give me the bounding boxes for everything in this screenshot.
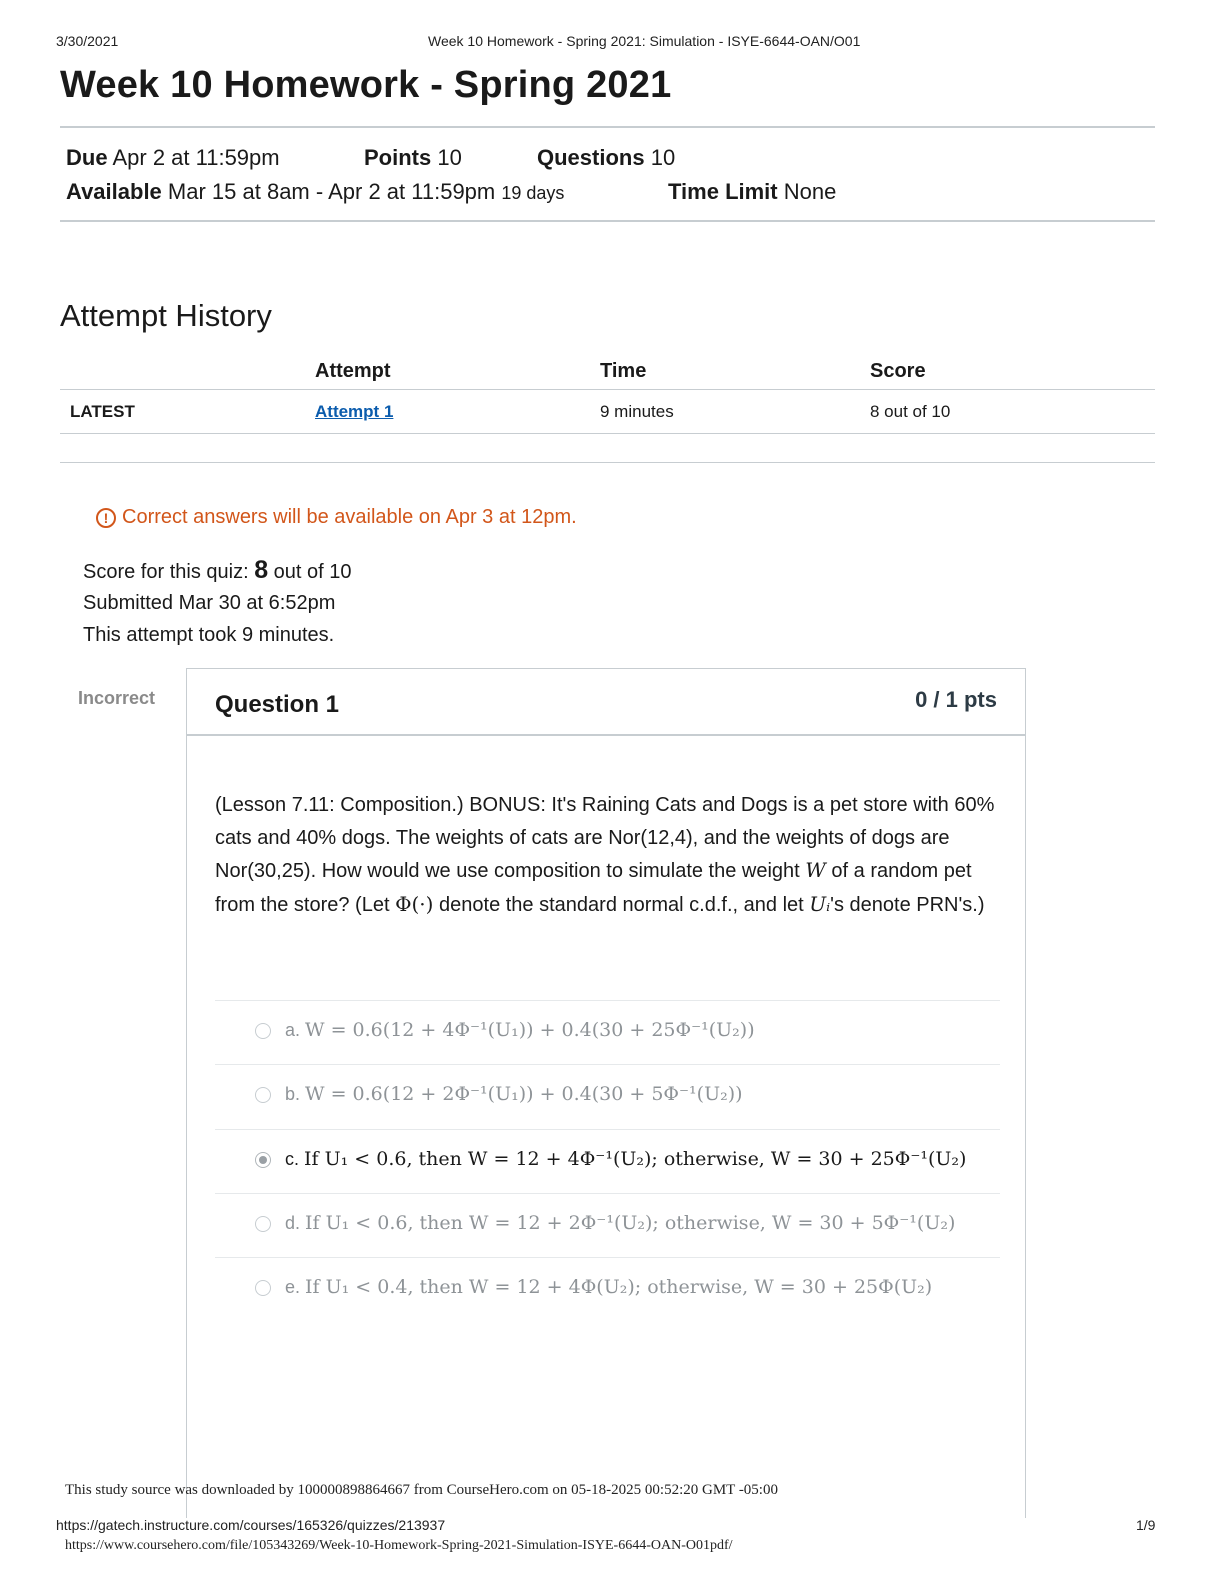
due-value: Apr 2 at 11:59pm [112, 145, 280, 170]
answer-option-c[interactable] [215, 1129, 1000, 1193]
score-suffix: out of 10 [273, 561, 352, 583]
answer-prefix: b. [285, 1084, 301, 1104]
math-phi: Φ(·) [395, 891, 434, 916]
answer-text: If U₁ < 0.6, then W = 12 + 4Φ⁻¹(U₂); otherwise, W = 30 + 25Φ⁻¹(U₂) [304, 1148, 967, 1170]
print-page-title: Week 10 Homework - Spring 2021: Simulation - ISYE-6644-OAN/O01 [428, 33, 861, 49]
question-text [215, 789, 1005, 921]
time-limit-label: Time Limit [668, 179, 778, 204]
submitted-line: Submitted Mar 30 at 6:52pm [83, 592, 336, 614]
points-value: 10 [437, 145, 462, 170]
info-circle-icon: ! [96, 508, 116, 528]
attempt-history-heading: Attempt History [60, 298, 272, 333]
score-value: 8 [254, 556, 269, 584]
question-text-part2: of a random pet from the store? (Let [215, 860, 972, 916]
due-info [66, 145, 280, 171]
question-points: 0 / 1 pts [915, 687, 997, 712]
radio-button[interactable] [255, 1087, 271, 1103]
answer-prefix: a. [285, 1020, 301, 1040]
answer-label [285, 1019, 755, 1041]
math-var-w: W [805, 858, 826, 882]
answer-label [285, 1148, 966, 1170]
answer-prefix: d. [285, 1213, 301, 1233]
available-value: Mar 15 at 8am - Apr 2 at 11:59pm [167, 179, 496, 204]
attempt-time: 9 minutes [600, 402, 674, 421]
quiz-score-line [83, 556, 352, 585]
divider [60, 126, 1155, 128]
due-label: Due [66, 145, 108, 170]
questions-label: Questions [537, 145, 645, 170]
duration-line: This attempt took 9 minutes. [83, 624, 335, 646]
download-source-note: This study source was downloaded by 100000898864667 from CourseHero.com on 05-18-2025 00:52:20 GMT -05:00 [65, 1482, 778, 1498]
math-var-ui: Uᵢ [809, 891, 831, 916]
page-number: 1/9 [1136, 1517, 1156, 1533]
print-url: https://gatech.instructure.com/courses/165326/quizzes/213937 [56, 1517, 446, 1533]
radio-button[interactable] [255, 1023, 271, 1039]
incorrect-tag: Incorrect [78, 688, 156, 708]
answer-label [285, 1276, 932, 1298]
questions-info [537, 145, 675, 171]
question-card [186, 668, 1026, 1518]
available-label: Available [66, 179, 162, 204]
answer-text: If U₁ < 0.4, then W = 12 + 4Φ(U₂); otherwise, W = 30 + 25Φ(U₂) [305, 1276, 933, 1298]
answer-option-d[interactable] [215, 1193, 1000, 1257]
answer-prefix: c. [285, 1149, 300, 1169]
score-prefix: Score for this quiz: [83, 561, 249, 583]
questions-value: 10 [650, 145, 676, 170]
time-limit-value: None [783, 179, 837, 204]
correct-answers-notice [96, 506, 577, 529]
table-row-divider [60, 433, 1155, 434]
column-header-attempt: Attempt [315, 360, 391, 382]
latest-tag: LATEST [70, 402, 135, 421]
answer-text: W = 0.6(12 + 2Φ⁻¹(U₁)) + 0.4(30 + 5Φ⁻¹(U₂)) [305, 1083, 743, 1105]
time-limit-info [668, 179, 836, 205]
radio-button[interactable] [255, 1216, 271, 1232]
question-text-part4: 's denote PRN's.) [830, 893, 985, 916]
answer-option-a[interactable] [215, 1000, 1000, 1064]
question-text-part1: (Lesson 7.11: Composition.) BONUS: It's Raining Cats and Dogs is a pet store with 60% cats and 40% dogs. The weights of cats are Nor(12,4), and the weights of dogs are Nor(30,25). How would we use composition to simulate the weight [215, 794, 995, 882]
available-days: 19 days [501, 183, 565, 203]
answer-label [285, 1212, 955, 1234]
answer-text: W = 0.6(12 + 4Φ⁻¹(U₁)) + 0.4(30 + 25Φ⁻¹(U₂)) [305, 1019, 755, 1041]
answer-prefix: e. [285, 1277, 301, 1297]
column-header-time: Time [600, 360, 647, 382]
radio-button-selected[interactable] [255, 1152, 271, 1168]
answer-text: If U₁ < 0.6, then W = 12 + 2Φ⁻¹(U₂); otherwise, W = 30 + 5Φ⁻¹(U₂) [305, 1212, 956, 1234]
attempt-1-link[interactable]: Attempt 1 [315, 402, 394, 421]
print-date: 3/30/2021 [56, 33, 119, 49]
answer-label [285, 1083, 743, 1105]
points-label: Points [364, 145, 432, 170]
coursehero-url: https://www.coursehero.com/file/105343269/Week-10-Homework-Spring-2021-Simulation-ISYE-6644-OAN-O01pdf/ [65, 1538, 733, 1553]
available-info [66, 179, 564, 205]
question-text-part3: denote the standard normal c.d.f., and let [439, 893, 804, 916]
question-title: Question 1 [215, 691, 340, 718]
table-header-divider [60, 389, 1155, 390]
attempt-score: 8 out of 10 [870, 402, 951, 421]
question-header [187, 669, 1025, 736]
radio-button[interactable] [255, 1280, 271, 1296]
notice-text: Correct answers will be available on Apr 3 at 12pm. [122, 506, 577, 528]
section-divider [60, 462, 1155, 463]
points-info [364, 145, 462, 171]
divider [60, 220, 1155, 222]
column-header-score: Score [870, 360, 926, 382]
page-title: Week 10 Homework - Spring 2021 [60, 64, 672, 106]
answer-option-b[interactable] [215, 1064, 1000, 1128]
answer-option-e[interactable] [215, 1257, 1000, 1321]
